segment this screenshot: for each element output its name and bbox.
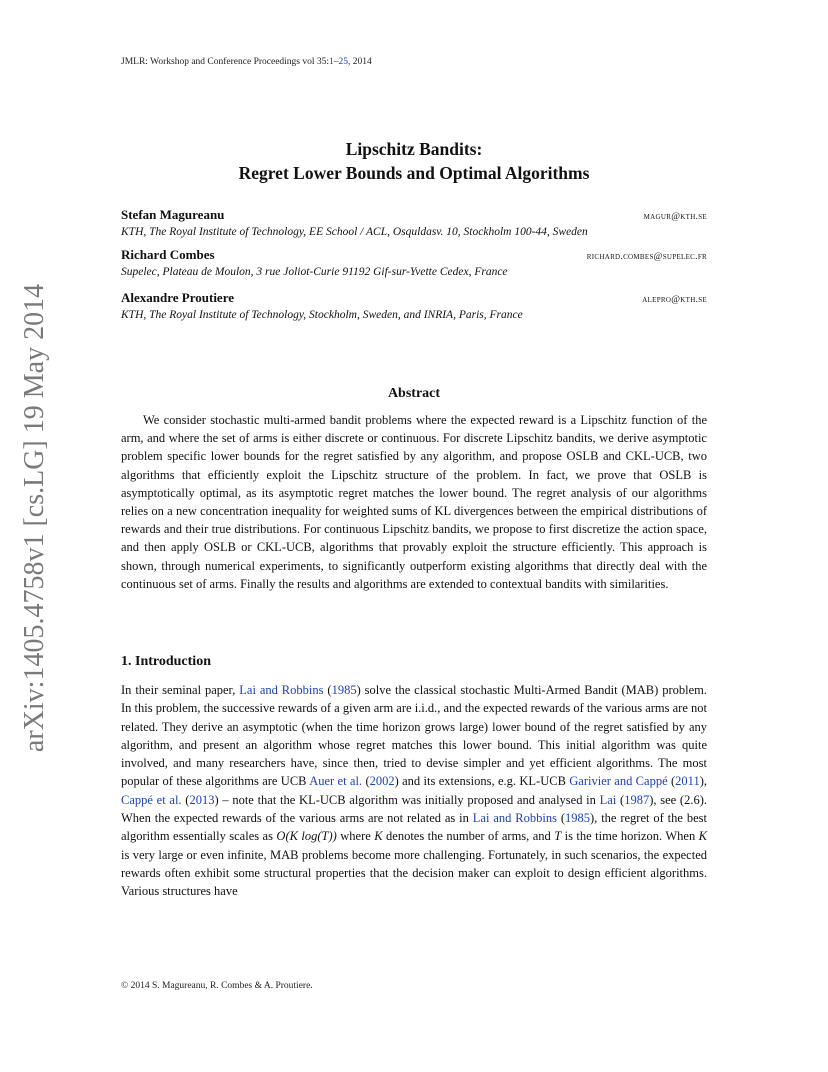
- author-name: Richard Combes: [121, 247, 215, 262]
- math-variable: K: [374, 829, 383, 844]
- citation-paren: (: [362, 774, 370, 789]
- intro-text: is the time horizon. When: [561, 829, 699, 844]
- citation-author-link[interactable]: Cappé et al.: [121, 792, 182, 807]
- intro-text: ), see (2.6). When the expected rewards of the various arms are not related as in: [121, 792, 707, 826]
- arxiv-sidebar-stamp: [10, 283, 60, 753]
- copyright-footer: © 2014 S. Magureanu, R. Combes & A. Proutiere.: [121, 981, 313, 991]
- paper-title: [121, 137, 707, 185]
- title-line-1: Lipschitz Bandits:: [345, 139, 483, 159]
- abstract-body: We consider stochastic multi-armed bandit problems where the expected reward is a Lipschitz function of the arm, and where the set of arms is either discrete or continuous. For discrete Lipschitz bandits, we derive asymptotic problem specific lower bounds for the regret satisfied by any algorithm, and propose OSLB and CKL-UCB, two algorithms that efficiently exploit the Lipschitz structure of the problem. In fact, we prove that OSLB is asymptotically optimal, as its asymptotic regret matches the lower bound. The regret analysis of our algorithms relies on a new concentration inequality for weighted sums of KL divergences between the empirical distributions of rewards and their true distributions. For continuous Lipschitz bandits, we propose to first discretize the action space, and then apply OSLB or CKL-UCB, algorithms that provably exploit the structure efficiently. This approach is shown, through numerical experiments, to significantly outperform existing algorithms that directly deal with the continuous set of arms. Finally the results and algorithms are extended to contextual bandits with similarities.: [121, 413, 707, 591]
- author-email: alepro@kth.se: [642, 295, 707, 305]
- abstract-heading: Abstract: [387, 386, 441, 401]
- math-variable: T: [554, 829, 562, 844]
- author-name: Stefan Magureanu: [121, 207, 225, 222]
- math-expression: O(K log(T)): [276, 829, 337, 844]
- intro-text: where: [336, 829, 375, 844]
- citation-year-link[interactable]: 2013: [189, 792, 215, 807]
- author-email: richard.combes@supelec.fr: [586, 252, 707, 262]
- citation-author-link[interactable]: Auer et al.: [309, 774, 363, 789]
- author-affiliation: KTH, The Royal Institute of Technology, Stockholm, Sweden, and INRIA, Paris, France: [121, 309, 523, 321]
- citation-paren: (: [556, 811, 566, 826]
- intro-text: ) – note that the KL-UCB algorithm was initially proposed and analysed in: [214, 792, 600, 807]
- author-block-3: [121, 290, 707, 323]
- intro-text: denotes the number of arms, and: [382, 829, 555, 844]
- author-email: magur@kth.se: [643, 212, 707, 222]
- author-name: Alexandre Proutiere: [121, 290, 235, 305]
- arxiv-identifier: arXiv:1405.4758v1 [cs.LG] 19 May 2014: [19, 283, 50, 753]
- running-head-suffix: , 2014: [348, 57, 372, 67]
- author-affiliation: KTH, The Royal Institute of Technology, EE School / ACL, Osquldasv. 10, Stockholm 100-44, Sweden: [121, 226, 588, 238]
- running-head-prefix: JMLR: Workshop and Conference Proceedings vol 35:: [121, 57, 330, 67]
- intro-text: ) and its extensions, e.g. KL-UCB: [394, 774, 570, 789]
- citation-paren: (: [616, 792, 625, 807]
- intro-text: ) solve the classical stochastic Multi-Armed Bandit (MAB) problem. In this problem, the successive rewards of a given arm are i.i.d., and the expected rewards of the various arms are not related. They derive an asymptotic (when the time horizon grows large) lower bound of the regret satisfied by any algorithm, and present an algorithm whose regret matches this lower bound. This initial algorithm was quite involved, and many researchers have, since then, tried to devise simpler and yet efficient algorithms. The most popular of these algorithms are UCB: [121, 683, 707, 789]
- citation-year-link[interactable]: 1985: [565, 811, 591, 826]
- intro-text: is very large or even infinite, MAB problems become more challenging. Fortunately, in such scenarios, the expected rewards often exhibit some structural properties that the decision maker can exploit to design efficient algorithms. Various structures have: [121, 847, 707, 899]
- citation-year-link[interactable]: 1987: [624, 792, 650, 807]
- citation-paren: (: [181, 792, 190, 807]
- citation-year-link[interactable]: 1985: [331, 683, 357, 697]
- author-affiliation: Supelec, Plateau de Moulon, 3 rue Joliot-Curie 91192 Gif-sur-Yvette Cedex, France: [121, 266, 508, 278]
- last-page-link[interactable]: 25: [338, 57, 349, 67]
- author-block-1: [121, 207, 707, 240]
- intro-text: In their seminal paper,: [121, 683, 240, 697]
- math-variable: K: [698, 829, 707, 844]
- citation-author-link[interactable]: Garivier and Cappé: [569, 774, 668, 789]
- citation-year-link[interactable]: 2011: [675, 774, 700, 789]
- citation-paren: (: [323, 683, 332, 697]
- citation-author-link[interactable]: Lai and Robbins: [239, 683, 324, 697]
- intro-text: ), the regret of the best algorithm essentially scales as: [121, 811, 707, 844]
- citation-year-link[interactable]: 2002: [369, 774, 395, 789]
- section-heading-introduction: 1. Introduction: [121, 654, 211, 669]
- page-range-dash: –: [333, 57, 339, 67]
- intro-text: ),: [699, 774, 707, 789]
- citation-paren: (: [667, 774, 676, 789]
- introduction-body: [121, 681, 707, 901]
- citation-author-link[interactable]: Lai: [599, 792, 617, 807]
- citation-author-link[interactable]: Lai and Robbins: [472, 811, 557, 826]
- title-line-2: Regret Lower Bounds and Optimal Algorithms: [238, 163, 590, 183]
- running-head: [121, 57, 372, 67]
- first-page-link[interactable]: 1: [329, 57, 334, 67]
- author-block-2: [121, 247, 707, 280]
